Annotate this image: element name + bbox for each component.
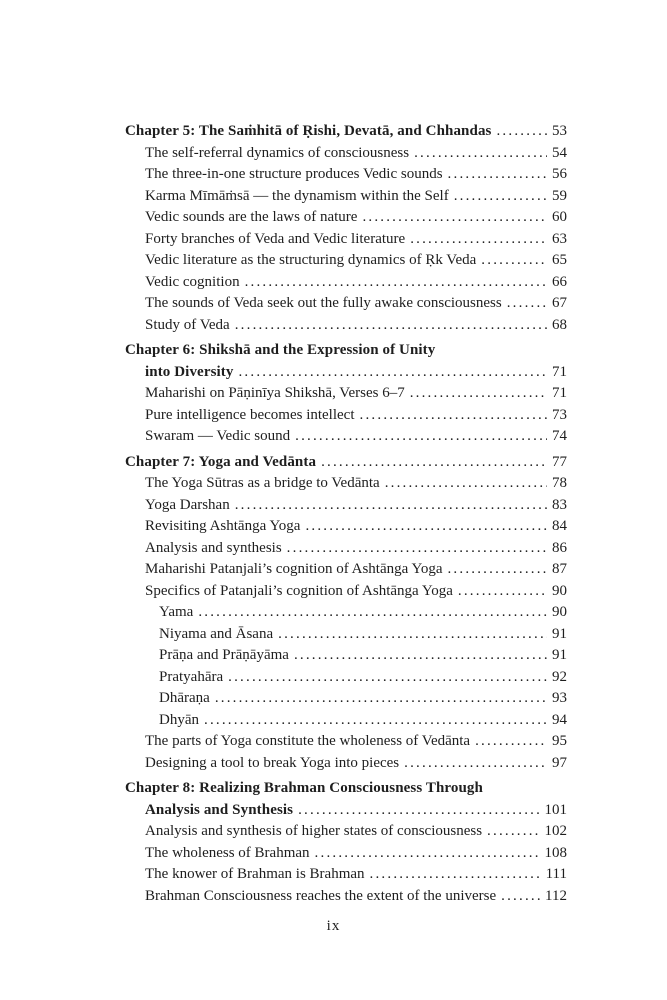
toc-entry-page: 65 [552,252,567,268]
toc-entry-page: 67 [552,295,567,311]
toc-entry [125,667,567,689]
toc-entry-page: 101 [544,801,567,818]
toc-entry [125,495,567,517]
toc-entry-title: Karma Mīmāṁsā — the dynamism within the Self [145,187,449,204]
toc-entry [125,821,567,843]
toc-entry-title: The three-in-one structure produces Vedic sounds [145,166,443,182]
toc-dot-leader [278,624,547,646]
toc-entry-title: Chapter 8: Realizing Brahman Consciousness Through [125,780,483,796]
toc-entry-page: 63 [552,230,567,247]
toc-entry-title: The parts of Yoga constitute the wholeness of Vedānta [145,733,471,749]
toc-entry-page: 53 [552,123,567,139]
toc-entry-page: 90 [552,582,567,599]
toc-dot-leader [370,864,541,886]
toc-entry-page: 78 [552,475,567,491]
page-number-folio: ix [326,918,341,934]
toc-dot-leader [362,207,547,229]
toc-entry-page: 108 [544,844,567,861]
toc-entry [125,581,567,603]
toc-entry-title: Vedic literature as the structuring dynamics of Ṛk Veda [145,252,477,268]
toc-entry-page: 112 [545,887,567,904]
toc-entry-page: 91 [552,625,567,642]
toc-entry-title: Maharishi on Pāṇinīya Shikshā, Verses 6–7 [145,385,405,401]
toc-entry-page: 93 [552,690,567,706]
toc-entry-page: 59 [552,187,567,204]
toc-entry-title: Brahman Consciousness reaches the extent of the universe [145,887,497,904]
toc-entry [125,800,567,822]
toc-entry-title: Maharishi Patanjali’s cognition of Ashtānga Yoga [145,561,443,577]
toc-dot-leader [198,602,547,624]
toc-entry-page: 111 [545,866,567,882]
toc-entry-title: Forty branches of Veda and Vedic literature [145,230,406,247]
toc-entry-title: The sounds of Veda seek out the fully awake consciousness [145,295,502,311]
toc-entry-title: Chapter 5: The Saṁhitā of Ṛishi, Devatā, and Chhandas [125,123,492,139]
toc-dot-leader [298,800,539,822]
toc-entry-title: Dhāraṇa [159,690,210,706]
toc-entry [125,710,567,732]
toc-entry-page: 83 [552,496,567,513]
toc-dot-leader [204,710,547,732]
toc-entry-page: 86 [552,539,567,556]
toc-dot-leader [295,426,547,448]
toc-entry [125,315,567,337]
toc-entry-page: 94 [552,711,567,728]
toc-entry [125,864,567,886]
toc-entry [125,383,567,405]
toc-entry [125,731,567,753]
toc-dot-leader [228,667,547,689]
toc-entry-page: 54 [552,144,567,161]
toc-entry-page: 92 [552,668,567,685]
toc-entry-title: Vedic sounds are the laws of nature [145,209,358,225]
toc-entry-title: The wholeness of Brahman [145,844,310,861]
toc-entry-title: Designing a tool to break Yoga into pieces [145,754,400,771]
toc-dot-leader [360,405,547,427]
toc-entry-title: Analysis and synthesis of higher states of consciousness [145,823,483,839]
toc-entry-page: 90 [552,604,567,620]
toc-dot-leader [487,821,539,843]
toc-entry-page: 77 [552,453,567,470]
toc-dot-leader [458,581,547,603]
toc-entry-title: Analysis and synthesis [145,539,282,556]
toc-entry [125,753,567,775]
toc-dot-leader [414,143,547,165]
toc-dot-leader [507,293,547,315]
toc-entry-title: Study of Veda [145,316,230,333]
toc-dot-leader [287,538,547,560]
toc-entry [125,250,567,272]
toc-entry-page: 84 [552,518,567,534]
toc-entry [125,624,567,646]
toc-entry [125,362,567,384]
toc-dot-leader [385,473,547,495]
toc-entry [125,405,567,427]
toc-entry-page: 97 [552,754,567,771]
toc-entry-title: Swaram — Vedic sound [145,428,291,444]
toc-entry-title: Specifics of Patanjali’s cognition of Ashtānga Yoga [145,582,453,599]
toc-entry-title: Revisiting Ashtānga Yoga [145,518,301,534]
toc-entry [125,602,567,624]
toc-entry [125,452,567,474]
toc-entry-page: 71 [552,385,567,401]
toc-dot-leader [410,229,547,251]
toc-dot-leader [235,315,547,337]
toc-dot-leader [447,559,547,581]
toc-entry [125,207,567,229]
toc-entry [125,164,567,186]
toc-entry [125,516,567,538]
table-of-contents [125,121,567,907]
toc-entry-page: 74 [552,428,567,444]
toc-entry [125,886,567,908]
toc-entry [125,272,567,294]
toc-entry-title: Yoga Darshan [145,496,230,513]
toc-entry-title: Niyama and Āsana [159,625,274,642]
toc-entry-title: Dhyān [159,711,199,728]
toc-entry [125,473,567,495]
toc-entry [125,645,567,667]
toc-entry [125,186,567,208]
toc-entry-title: Pure intelligence becomes intellect [145,406,355,423]
toc-dot-leader [481,250,547,272]
toc-entry-title: The knower of Brahman is Brahman [145,866,365,882]
toc-dot-leader [305,516,547,538]
toc-entry-title: Chapter 6: Shikshā and the Expression of Unity [125,342,436,358]
toc-dot-leader [404,753,547,775]
toc-entry-page: 68 [552,316,567,333]
toc-entry-title: Chapter 7: Yoga and Vedānta [125,453,317,470]
toc-entry-page: 71 [552,363,567,380]
toc-dot-leader [448,164,547,186]
toc-dot-leader [501,886,540,908]
toc-dot-leader [410,383,547,405]
toc-entry [125,293,567,315]
toc-entry-page: 95 [552,733,567,749]
toc-dot-leader [315,843,540,865]
toc-dot-leader [454,186,547,208]
toc-entry [125,559,567,581]
toc-dot-leader [245,272,547,294]
toc-entry-page: 91 [552,647,567,663]
toc-dot-leader [496,121,547,143]
toc-dot-leader [215,688,547,710]
toc-entry [125,340,567,362]
toc-dot-leader [475,731,547,753]
toc-entry [125,229,567,251]
toc-dot-leader [238,362,547,384]
toc-entry [125,688,567,710]
toc-entry-page: 102 [544,823,567,839]
toc-entry-title: The self-referral dynamics of consciousness [145,144,410,161]
toc-entry-page: 73 [552,406,567,423]
toc-entry-page: 87 [552,561,567,577]
toc-dot-leader [294,645,547,667]
toc-entry-title: Yama [159,604,194,620]
toc-entry [125,426,567,448]
toc-entry-page: 60 [552,209,567,225]
toc-entry [125,143,567,165]
toc-entry [125,538,567,560]
toc-dot-leader [235,495,547,517]
toc-entry-title: Prāṇa and Prāṇāyāma [159,647,289,663]
toc-entry-title: Analysis and Synthesis [145,801,294,818]
toc-entry-page: 56 [552,166,567,182]
toc-dot-leader [321,452,547,474]
toc-entry-title: The Yoga Sūtras as a bridge to Vedānta [145,475,380,491]
toc-entry-title: into Diversity [145,363,234,380]
toc-entry-page: 66 [552,273,567,290]
toc-entry [125,778,567,800]
toc-entry [125,843,567,865]
toc-entry-title: Vedic cognition [145,273,240,290]
toc-entry-title: Pratyahāra [159,668,224,685]
toc-entry [125,121,567,143]
